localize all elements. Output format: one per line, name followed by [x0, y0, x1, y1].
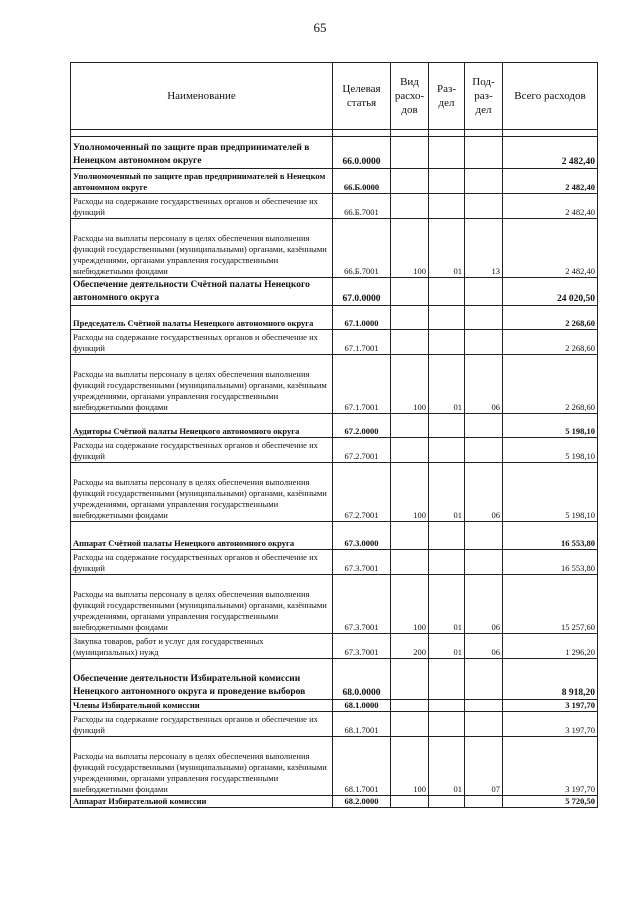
table-row — [71, 737, 598, 796]
row-podrazdel — [465, 522, 503, 550]
row-podrazdel — [465, 330, 503, 355]
row-name: Члены Избирательной комиссии — [71, 700, 333, 712]
page-number: 65 — [313, 20, 327, 35]
column-header-target: Целевая статья — [333, 63, 391, 130]
row-vid — [391, 522, 429, 550]
row-razdel — [429, 438, 465, 463]
row-target-code: 67.0.0000 — [333, 278, 391, 306]
row-name: Расходы на выплаты персоналу в целях обеспечения выполнения функций государственными (муниципальными) органами, казёнными учреждениями, органами управления государственными внебюджетными фондами — [71, 463, 333, 522]
row-target-code: 67.1.0000 — [333, 306, 391, 330]
row-name: Председатель Счётной палаты Ненецкого автономного округа — [71, 306, 333, 330]
row-total: 16 553,80 — [503, 550, 598, 575]
table-row — [71, 463, 598, 522]
row-razdel — [429, 137, 465, 169]
row-razdel: 01 — [429, 575, 465, 634]
row-razdel — [429, 278, 465, 306]
row-total: 2 268,60 — [503, 330, 598, 355]
row-podrazdel — [465, 712, 503, 737]
row-podrazdel — [465, 194, 503, 219]
table-row — [71, 219, 598, 278]
row-vid — [391, 137, 429, 169]
column-header-name: Наименование — [71, 63, 333, 130]
row-name: Аппарат Счётной палаты Ненецкого автономного округа — [71, 522, 333, 550]
row-razdel: 01 — [429, 463, 465, 522]
row-podrazdel — [465, 796, 503, 808]
row-total: 24 020,50 — [503, 278, 598, 306]
row-total: 5 198,10 — [503, 414, 598, 438]
row-name: Закупка товаров, работ и услуг для государственных (муниципальных) нужд — [71, 634, 333, 659]
row-razdel — [429, 414, 465, 438]
row-razdel — [429, 522, 465, 550]
row-name: Расходы на содержание государственных органов и обеспечение их функций — [71, 712, 333, 737]
row-razdel — [429, 169, 465, 194]
row-podrazdel: 07 — [465, 737, 503, 796]
table-row — [71, 355, 598, 414]
row-vid — [391, 306, 429, 330]
row-vid: 100 — [391, 575, 429, 634]
row-razdel: 01 — [429, 634, 465, 659]
row-target-code: 68.1.7001 — [333, 737, 391, 796]
table-row — [71, 438, 598, 463]
row-total: 15 257,60 — [503, 575, 598, 634]
column-header-vid: Вид расхо-дов — [391, 63, 429, 130]
header-spacer-row — [71, 130, 598, 137]
table-row — [71, 306, 598, 330]
row-podrazdel — [465, 700, 503, 712]
row-razdel — [429, 330, 465, 355]
row-razdel — [429, 550, 465, 575]
row-target-code: 66.Б.7001 — [333, 194, 391, 219]
row-name: Расходы на выплаты персоналу в целях обеспечения выполнения функций государственными (муниципальными) органами, казённыим учреждениями, органами управления государственными внебюджетными фондами — [71, 355, 333, 414]
row-name: Расходы на содержание государственных органов и обеспечение их функций — [71, 194, 333, 219]
row-target-code: 66.0.0000 — [333, 137, 391, 169]
row-total: 8 918,20 — [503, 659, 598, 700]
row-vid — [391, 700, 429, 712]
row-vid — [391, 659, 429, 700]
row-name: Уполномоченный по защите прав предпринимателей в Ненецком автономном округе — [71, 137, 333, 169]
row-name: Обеспечение деятельности Избирательной комиссии Ненецкого автономного округа и проведение выборов — [71, 659, 333, 700]
row-total: 1 296,20 — [503, 634, 598, 659]
row-vid — [391, 330, 429, 355]
table-row — [71, 278, 598, 306]
row-razdel — [429, 796, 465, 808]
row-total: 5 720,50 — [503, 796, 598, 808]
table-row — [71, 575, 598, 634]
row-vid: 100 — [391, 737, 429, 796]
row-total: 2 482,40 — [503, 169, 598, 194]
row-podrazdel: 06 — [465, 463, 503, 522]
table-row — [71, 194, 598, 219]
row-razdel — [429, 194, 465, 219]
row-name: Расходы на выплаты персоналу в целях обеспечения выполнения функций государственными (муниципальными) органами, казёнными учреждениями, органами управления государственными внебюджетными фондами — [71, 737, 333, 796]
row-podrazdel — [465, 169, 503, 194]
row-name: Расходы на выплаты персоналу в целях обеспечения выполнения функций государственными (муниципальными) органами, казёнными учреждениями, органами управления государственными внебюджетными фондами — [71, 219, 333, 278]
row-name: Расходы на выплаты персоналу в целях обеспечения выполнения функций государственными (муниципальными) органами, казёнными учреждениями, органами управления государственными внебюджетными фондами — [71, 575, 333, 634]
row-podrazdel: 13 — [465, 219, 503, 278]
row-total: 2 482,40 — [503, 137, 598, 169]
row-total: 3 197,70 — [503, 737, 598, 796]
row-vid — [391, 414, 429, 438]
row-target-code: 66.Б.0000 — [333, 169, 391, 194]
row-vid — [391, 712, 429, 737]
row-target-code: 67.2.0000 — [333, 414, 391, 438]
row-podrazdel — [465, 438, 503, 463]
row-podrazdel — [465, 137, 503, 169]
row-vid — [391, 169, 429, 194]
row-total: 2 482,40 — [503, 219, 598, 278]
table-row — [71, 330, 598, 355]
row-vid: 200 — [391, 634, 429, 659]
row-vid — [391, 194, 429, 219]
row-target-code: 66.Б.7001 — [333, 219, 391, 278]
row-total: 2 482,40 — [503, 194, 598, 219]
row-razdel: 01 — [429, 219, 465, 278]
row-podrazdel — [465, 414, 503, 438]
table-row — [71, 550, 598, 575]
row-vid — [391, 438, 429, 463]
row-total: 5 198,10 — [503, 463, 598, 522]
row-razdel — [429, 712, 465, 737]
row-name: Уполномоченный по защите прав предпринимателей в Ненецком автономном округе — [71, 169, 333, 194]
row-podrazdel: 06 — [465, 634, 503, 659]
row-target-code: 68.1.0000 — [333, 700, 391, 712]
row-target-code: 67.3.7001 — [333, 575, 391, 634]
row-total: 5 198,10 — [503, 438, 598, 463]
row-target-code: 67.3.7001 — [333, 634, 391, 659]
row-vid — [391, 796, 429, 808]
row-razdel: 01 — [429, 737, 465, 796]
column-header-razdel: Раз-дел — [429, 63, 465, 130]
row-razdel — [429, 306, 465, 330]
row-razdel: 01 — [429, 355, 465, 414]
row-podrazdel — [465, 278, 503, 306]
expenditure-table — [70, 62, 598, 808]
row-name: Расходы на содержание государственных органов и обеспечение их функций — [71, 550, 333, 575]
table-row — [71, 659, 598, 700]
row-total: 3 197,70 — [503, 700, 598, 712]
row-target-code: 68.2.0000 — [333, 796, 391, 808]
row-razdel — [429, 700, 465, 712]
row-name: Расходы на содержание государственных органов и обеспечение их функций — [71, 438, 333, 463]
row-total: 2 268,60 — [503, 355, 598, 414]
row-podrazdel: 06 — [465, 355, 503, 414]
row-podrazdel — [465, 306, 503, 330]
table-row — [71, 169, 598, 194]
row-podrazdel — [465, 550, 503, 575]
table-row — [71, 700, 598, 712]
row-podrazdel — [465, 659, 503, 700]
row-target-code: 67.2.7001 — [333, 463, 391, 522]
table-row — [71, 414, 598, 438]
row-name: Обеспечение деятельности Счётной палаты Ненецкого автономного округа — [71, 278, 333, 306]
row-target-code: 67.3.7001 — [333, 550, 391, 575]
row-name: Аппарат Избирательной комиссии — [71, 796, 333, 808]
row-name: Аудиторы Счётной палаты Ненецкого автономного округа — [71, 414, 333, 438]
row-vid — [391, 278, 429, 306]
table-row — [71, 796, 598, 808]
row-vid: 100 — [391, 355, 429, 414]
table-row — [71, 522, 598, 550]
table-header-row — [71, 63, 598, 130]
row-vid: 100 — [391, 219, 429, 278]
row-target-code: 67.3.0000 — [333, 522, 391, 550]
table-row — [71, 137, 598, 169]
row-target-code: 67.1.7001 — [333, 330, 391, 355]
row-total: 16 553,80 — [503, 522, 598, 550]
row-podrazdel: 06 — [465, 575, 503, 634]
row-total: 2 268,60 — [503, 306, 598, 330]
row-target-code: 68.0.0000 — [333, 659, 391, 700]
row-total: 3 197,70 — [503, 712, 598, 737]
column-header-podrazdel: Под-раз-дел — [465, 63, 503, 130]
table-row — [71, 712, 598, 737]
table-row — [71, 634, 598, 659]
row-vid — [391, 550, 429, 575]
row-razdel — [429, 659, 465, 700]
row-name: Расходы на содержание государственных органов и обеспечение их функций — [71, 330, 333, 355]
row-target-code: 67.2.7001 — [333, 438, 391, 463]
row-vid: 100 — [391, 463, 429, 522]
column-header-total: Всего расходов — [503, 63, 598, 130]
row-target-code: 68.1.7001 — [333, 712, 391, 737]
row-target-code: 67.1.7001 — [333, 355, 391, 414]
